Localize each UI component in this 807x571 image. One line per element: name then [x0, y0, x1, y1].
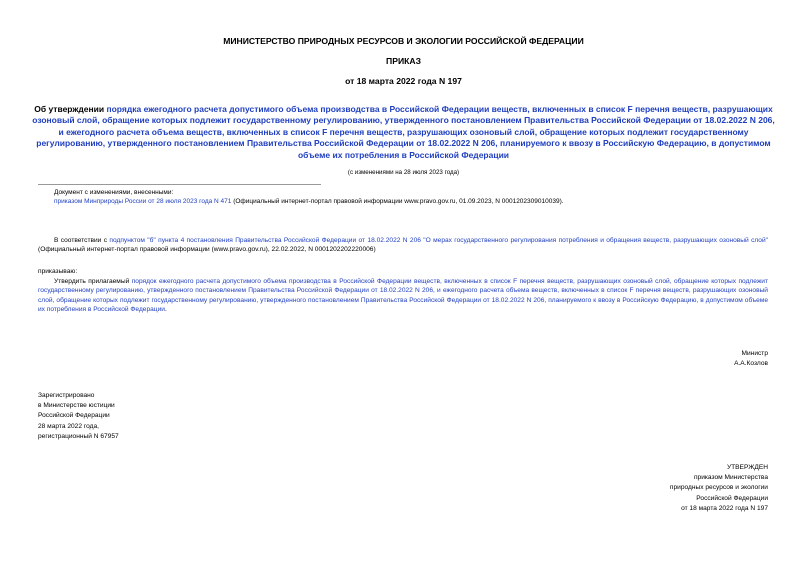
document-date: от 18 марта 2022 года N 197 — [345, 76, 462, 86]
preamble-paragraph — [38, 236, 768, 255]
revision-note: (с изменениями на 28 июля 2023 года) — [347, 169, 460, 176]
approved-heading: УТВЕРЖДЕН — [726, 464, 768, 471]
preamble-prefix: В соответствии с — [54, 237, 110, 244]
preamble-link[interactable]: подпунктом "б" пункта 4 постановления Правительства Российской Федерации от 18.02.2022 N 206 "О мерах государственного регулирования потребления и обращения веществ, разрушающих озоновый слой" — [109, 237, 768, 244]
order-word: приказываю: — [38, 268, 78, 275]
registration-line: в Министерстве юстиции — [38, 402, 115, 410]
amendments-entry — [54, 197, 774, 206]
registration-line: Зарегистрировано — [38, 392, 95, 399]
approved-block — [670, 463, 768, 514]
signature-name: А.А.Козлов — [734, 360, 768, 367]
amendments-heading: Документ с изменениями, внесенными: — [54, 189, 174, 196]
approved-line: приказом Министерства — [693, 474, 768, 482]
approved-line: от 18 марта 2022 года N 197 — [681, 504, 768, 512]
document-type: ПРИКАЗ — [386, 56, 421, 66]
signature-position: Министр — [741, 350, 768, 357]
amendment-link[interactable]: приказом Минприроды России от 28 июля 2023 года N 471 — [54, 198, 232, 205]
title-prefix: Об утверждении — [34, 104, 107, 114]
approve-paragraph — [38, 277, 768, 315]
approved-line: природных ресурсов и экологии — [669, 484, 768, 492]
amendment-source: (Официальный интернет-портал правовой информации www.pravo.gov.ru, 01.09.2023, N 0001202309010039). — [231, 198, 564, 205]
approved-line: Российской Федерации — [696, 494, 768, 502]
approve-link[interactable]: порядок ежегодного расчета допустимого объема производства в Российской Федерации веществ, включенных в список F перечня веществ, разрушающих озоновый слой, обращение которых подлежит государственному регулированию, утвержденного постановлением Правительства Российской Федерации от 18.02.2022 N 206, и ежегодного расчета объема веществ, включенных в список F перечня веществ, разрушающих озоновый слой, обращение которых подлежит государственному регулированию, утвержденного постановлением Правительства Российской Федерации от 18.02.2022 N 206, планируемого к ввозу в Российскую Федерацию, в допустимом объеме их потребления в Российской Федерации — [38, 278, 768, 314]
approve-prefix: Утвердить прилагаемый — [54, 278, 132, 285]
approve-suffix: . — [164, 306, 167, 314]
document-title — [30, 104, 777, 161]
amendments-divider — [38, 184, 321, 185]
registration-block — [38, 391, 119, 442]
registration-line: регистрационный N 67957 — [38, 432, 119, 440]
registration-line: Российской Федерации — [38, 412, 110, 420]
preamble-suffix: (Официальный интернет-портал правовой информации (www.pravo.gov.ru), 22.02.2022, N 0001202202220006) — [38, 246, 376, 254]
registration-line: 28 марта 2022 года, — [38, 422, 99, 430]
ministry-heading: МИНИСТЕРСТВО ПРИРОДНЫХ РЕСУРСОВ И ЭКОЛОГИИ РОССИЙСКОЙ ФЕДЕРАЦИИ — [223, 36, 584, 46]
title-link[interactable]: порядка ежегодного расчета допустимого объема производства в Российской Федерации веществ, включенных в список F перечня веществ, разрушающих озоновый слой, обращение которых подлежит государственному регулированию, утвержденного постановлением Правительства Российской Федерации от 18.02.2022 N 206, и ежегодного расчета объема веществ, включенных в список F перечня веществ, разрушающих озоновый слой, обращение которых подлежит государственному регулированию, утвержденного постановлением Правительства Российской Федерации от 18.02.2022 N 206, планируемого к ввозу в Российскую Федерацию, в допустимом объеме их потребления в Российской Федерации — [32, 104, 775, 160]
